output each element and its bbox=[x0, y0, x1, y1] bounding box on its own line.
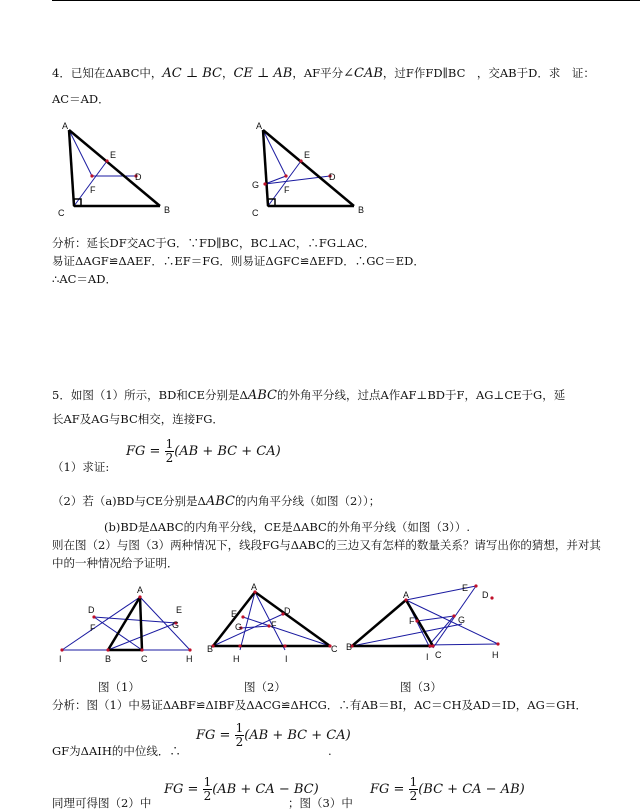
formula-rhs: (BC + CA − AB) bbox=[418, 782, 525, 797]
p4-conclusion: AC＝AD． bbox=[52, 92, 110, 106]
caption-figure-1: 图（1） bbox=[98, 680, 140, 694]
p5-triangle-abc: ABC bbox=[247, 388, 277, 403]
p5-period: . bbox=[328, 744, 332, 758]
p5-midline-text: GF为ΔAIH的中位线．∴ bbox=[52, 744, 181, 758]
label-point-a: A bbox=[137, 585, 144, 595]
label-point-e: E bbox=[110, 150, 117, 160]
p5-q2-triangle: ABC bbox=[205, 494, 235, 509]
p5-intro-line-2: 长AF及AG与BC相交，连接FG． bbox=[52, 412, 224, 426]
formula-lhs: FG = bbox=[196, 728, 231, 743]
problem-4-statement bbox=[52, 66, 595, 81]
p4-text-mid: ，AF平分 bbox=[292, 66, 344, 80]
header-rule bbox=[52, 0, 640, 1]
label-point-a: A bbox=[251, 582, 258, 592]
figure-4-left bbox=[52, 118, 182, 218]
formula-lhs: FG = bbox=[126, 444, 161, 459]
p4-analysis-line-1: 分析：延长DF交AC于G．∵FD∥BC，BC⊥AC，∴FG⊥AC． bbox=[52, 236, 376, 250]
p4-formula-ac-perp-bc: AC ⊥ BC bbox=[162, 66, 222, 81]
formula-rhs: (AB + CA − BC) bbox=[212, 782, 319, 797]
label-point-b: B bbox=[164, 205, 171, 215]
p5-prove-label: （1）求证: bbox=[52, 460, 110, 474]
label-point-b: B bbox=[207, 644, 214, 654]
formula-lhs: FG = bbox=[164, 782, 199, 797]
label-point-i: I bbox=[285, 654, 288, 664]
label-point-c: C bbox=[252, 208, 259, 218]
fraction-numerator: 1 bbox=[203, 775, 212, 789]
p5-question-2 bbox=[52, 494, 380, 509]
p4-sep: ， bbox=[221, 66, 234, 80]
p5-formula-4 bbox=[370, 776, 525, 803]
fraction-half bbox=[235, 722, 245, 749]
label-point-b: B bbox=[346, 642, 353, 652]
label-point-g: G bbox=[252, 180, 260, 190]
label-point-c: C bbox=[331, 644, 338, 654]
label-point-e: E bbox=[176, 605, 183, 615]
p4-analysis-line-2: 易证ΔAGF≌ΔAEF．∴EF＝FG．则易证ΔGFC≌ΔEFD．∴GC＝ED． bbox=[52, 254, 425, 268]
label-point-a: A bbox=[62, 121, 69, 131]
p4-text-pre: 4．已知在ΔABC中， bbox=[52, 66, 163, 80]
label-point-c: C bbox=[58, 208, 65, 218]
fraction-denominator: 2 bbox=[203, 789, 212, 803]
label-point-a: A bbox=[256, 121, 263, 131]
label-point-g: G bbox=[235, 622, 243, 632]
fraction-half bbox=[165, 438, 175, 465]
label-point-f: F bbox=[284, 185, 290, 195]
p5-separator-text: ；图（3）中 bbox=[288, 796, 353, 810]
fraction-denominator: 2 bbox=[409, 789, 418, 803]
label-point-b: B bbox=[358, 205, 365, 215]
label-point-d: D bbox=[329, 172, 336, 182]
p5-intro-line-1 bbox=[52, 388, 565, 403]
fraction-denominator: 2 bbox=[235, 735, 244, 749]
fraction-numerator: 1 bbox=[409, 775, 418, 789]
label-point-b: B bbox=[105, 654, 112, 664]
fraction-half bbox=[409, 776, 419, 803]
fraction-denominator: 2 bbox=[165, 451, 174, 465]
formula-lhs: FG = bbox=[370, 782, 405, 797]
p5-question-3-line-2: 中的一种情况给予证明． bbox=[52, 556, 179, 570]
p4-formula-angle-cab: ∠CAB bbox=[343, 66, 383, 81]
fraction-half bbox=[203, 776, 213, 803]
label-point-h: H bbox=[186, 654, 193, 664]
p4-text-post: ，过F作FD∥BC ，交AB于D．求 证： bbox=[382, 66, 595, 80]
p5-analysis-line-1: 分析：图（1）中易证ΔABF≌ΔIBF及ΔACG≌ΔHCG．∴有AB＝BI，AC＝CH及AD＝ID，AG＝GH． bbox=[52, 698, 587, 712]
label-point-i: I bbox=[426, 652, 429, 662]
label-point-g: G bbox=[172, 620, 180, 630]
label-point-f: F bbox=[90, 185, 96, 195]
label-point-f: F bbox=[90, 623, 96, 633]
label-point-e: E bbox=[304, 150, 311, 160]
label-point-c: C bbox=[435, 650, 442, 660]
label-point-d: D bbox=[88, 605, 95, 615]
label-point-d: D bbox=[482, 590, 489, 600]
p5-intro-post: 的外角平分线，过点A作AF⊥BD于F，AG⊥CE于G，延 bbox=[276, 388, 566, 402]
p5-intro-pre: 5．如图（1）所示，BD和CE分别是Δ bbox=[52, 388, 248, 402]
label-point-h: H bbox=[233, 654, 240, 664]
p5-similar-text: 同理可得图（2）中 bbox=[52, 796, 152, 810]
label-point-g: G bbox=[458, 615, 466, 625]
caption-figure-2: 图（2） bbox=[244, 680, 286, 694]
label-point-f: F bbox=[409, 616, 415, 626]
label-point-a: A bbox=[403, 590, 410, 600]
caption-figure-3: 图（3） bbox=[400, 680, 442, 694]
label-point-d: D bbox=[135, 172, 142, 182]
figure-5-3 bbox=[342, 578, 512, 673]
figure-5-2 bbox=[205, 580, 340, 670]
p4-analysis bbox=[52, 234, 632, 288]
label-point-h: H bbox=[492, 650, 499, 660]
p5-q2-pre: （2）若（a)BD与CE分别是Δ bbox=[52, 494, 206, 508]
figure-4-right bbox=[246, 118, 376, 218]
p5-formula-1 bbox=[126, 438, 281, 465]
fraction-numerator: 1 bbox=[165, 437, 174, 451]
label-point-f: F bbox=[271, 620, 277, 630]
p5-question-2b: (b)BD是ΔABC的内角平分线，CE是ΔABC的外角平分线（如图（3））. bbox=[104, 520, 471, 534]
label-point-i: I bbox=[59, 654, 62, 664]
label-point-c: C bbox=[141, 654, 148, 664]
formula-rhs: (AB + BC + CA) bbox=[174, 444, 281, 459]
label-point-e: E bbox=[231, 609, 238, 619]
formula-rhs: (AB + BC + CA) bbox=[244, 728, 351, 743]
figure-5-1 bbox=[52, 580, 202, 670]
label-point-e: E bbox=[462, 583, 469, 593]
p5-question-3-line-1: 则在图（2）与图（3）两种情况下，线段FG与ΔABC的三边又有怎样的数量关系？请写出你的猜想，并对其 bbox=[52, 538, 601, 552]
p4-analysis-line-3: ∴AC＝AD． bbox=[52, 272, 117, 286]
label-point-d: D bbox=[284, 606, 291, 616]
p4-formula-ce-perp-ab: CE ⊥ AB bbox=[233, 66, 293, 81]
fraction-numerator: 1 bbox=[235, 721, 244, 735]
p5-q2-post: 的内角平分线（如图（2））； bbox=[234, 494, 381, 508]
